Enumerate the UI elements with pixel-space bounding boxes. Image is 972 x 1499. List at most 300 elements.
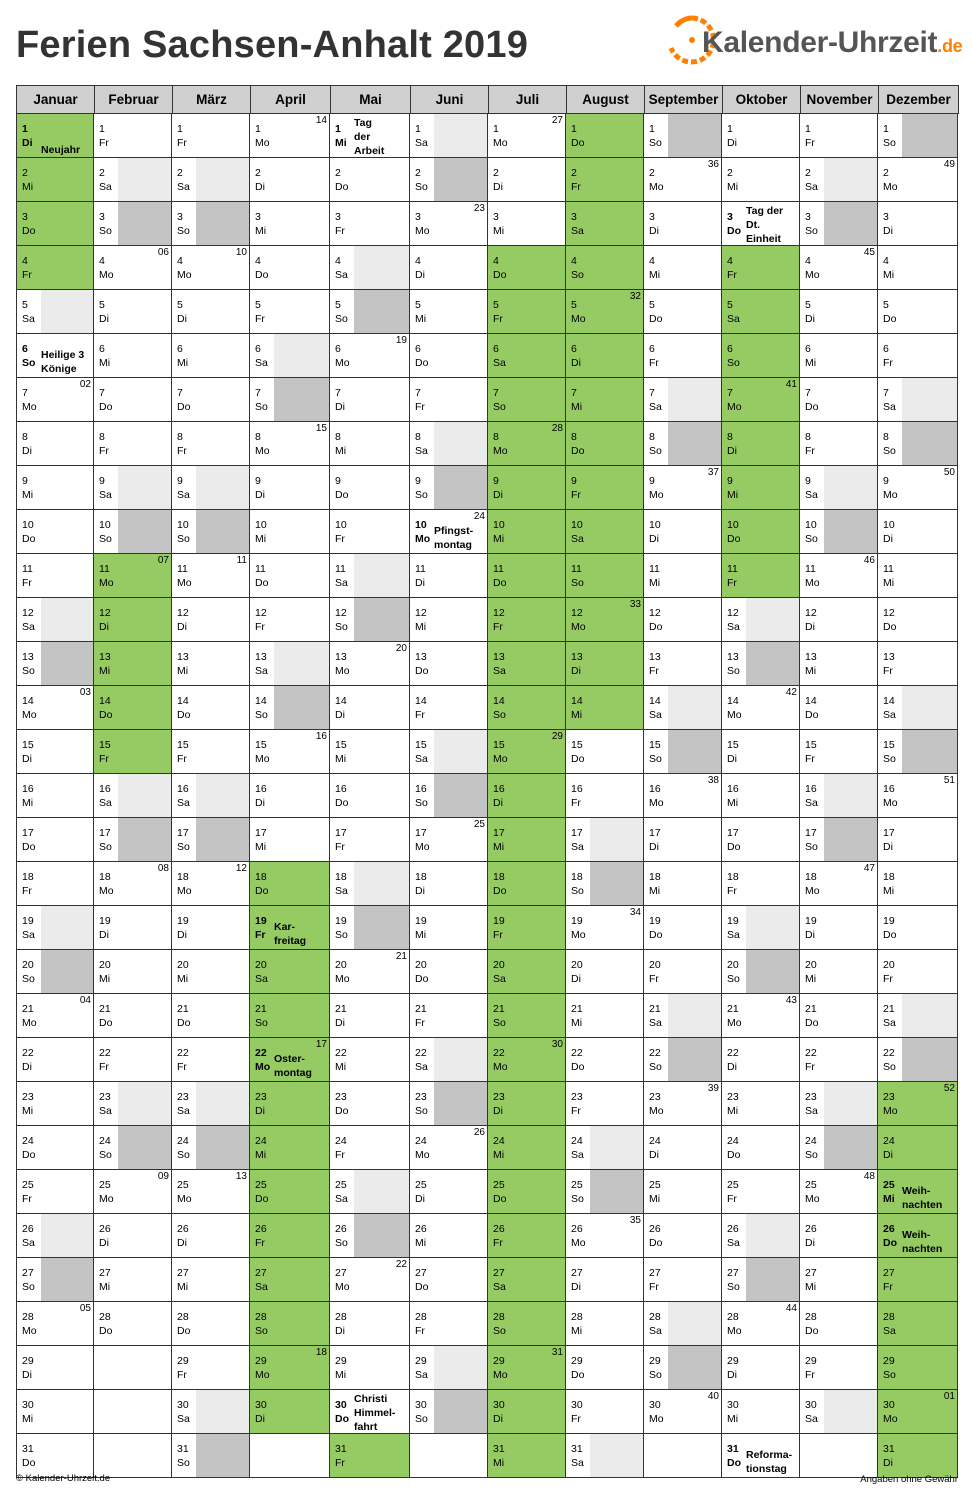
day-cell[interactable] <box>488 1302 566 1346</box>
day-cell[interactable] <box>172 818 250 862</box>
day-cell[interactable] <box>250 554 330 598</box>
day-cell[interactable] <box>878 906 958 950</box>
day-cell[interactable] <box>878 114 958 158</box>
day-cell[interactable] <box>878 1390 958 1434</box>
day-cell[interactable] <box>172 774 250 818</box>
day-cell[interactable] <box>644 290 722 334</box>
day-cell[interactable] <box>172 1038 250 1082</box>
day-cell[interactable] <box>488 1390 566 1434</box>
day-cell[interactable] <box>410 114 488 158</box>
day-cell[interactable] <box>722 818 800 862</box>
day-cell[interactable] <box>94 994 172 1038</box>
day-cell[interactable] <box>644 1170 722 1214</box>
day-cell[interactable] <box>800 1214 878 1258</box>
day-cell[interactable] <box>172 598 250 642</box>
day-cell[interactable] <box>488 1258 566 1302</box>
day-cell[interactable] <box>330 1258 410 1302</box>
day-cell[interactable] <box>488 862 566 906</box>
day-cell[interactable] <box>16 730 94 774</box>
day-cell[interactable] <box>16 158 94 202</box>
day-cell[interactable] <box>330 202 410 246</box>
day-cell[interactable] <box>566 774 644 818</box>
day-cell[interactable] <box>566 378 644 422</box>
day-cell[interactable] <box>722 1038 800 1082</box>
day-cell[interactable] <box>878 510 958 554</box>
day-cell[interactable] <box>94 950 172 994</box>
day-cell[interactable] <box>566 114 644 158</box>
day-cell[interactable] <box>172 334 250 378</box>
day-cell[interactable] <box>878 950 958 994</box>
day-cell[interactable] <box>722 1346 800 1390</box>
day-cell[interactable] <box>410 862 488 906</box>
day-cell[interactable] <box>250 1082 330 1126</box>
day-cell[interactable] <box>330 466 410 510</box>
day-cell[interactable] <box>488 994 566 1038</box>
day-cell[interactable] <box>250 1302 330 1346</box>
day-cell[interactable] <box>94 378 172 422</box>
day-cell[interactable] <box>172 510 250 554</box>
day-cell[interactable] <box>800 906 878 950</box>
day-cell[interactable] <box>488 158 566 202</box>
day-cell[interactable] <box>566 1258 644 1302</box>
day-cell[interactable] <box>94 510 172 554</box>
day-cell[interactable] <box>330 1126 410 1170</box>
day-cell[interactable] <box>878 202 958 246</box>
day-cell[interactable] <box>16 950 94 994</box>
day-cell[interactable] <box>566 1346 644 1390</box>
day-cell[interactable] <box>488 334 566 378</box>
day-cell[interactable] <box>488 202 566 246</box>
day-cell[interactable] <box>800 818 878 862</box>
day-cell[interactable] <box>410 818 488 862</box>
day-cell[interactable] <box>16 994 94 1038</box>
day-cell[interactable] <box>644 1214 722 1258</box>
day-cell[interactable] <box>722 686 800 730</box>
day-cell[interactable] <box>16 114 94 158</box>
day-cell[interactable] <box>16 246 94 290</box>
day-cell[interactable] <box>330 510 410 554</box>
day-cell[interactable] <box>800 510 878 554</box>
day-cell[interactable] <box>94 1390 172 1434</box>
day-cell[interactable] <box>722 290 800 334</box>
day-cell[interactable] <box>644 1390 722 1434</box>
day-cell[interactable] <box>488 1214 566 1258</box>
day-cell[interactable] <box>330 862 410 906</box>
day-cell[interactable] <box>800 202 878 246</box>
day-cell[interactable] <box>566 1390 644 1434</box>
day-cell[interactable] <box>566 246 644 290</box>
day-cell[interactable] <box>488 114 566 158</box>
day-cell[interactable] <box>800 1258 878 1302</box>
day-cell[interactable] <box>878 1258 958 1302</box>
day-cell[interactable] <box>566 510 644 554</box>
day-cell[interactable] <box>488 510 566 554</box>
day-cell[interactable] <box>410 774 488 818</box>
day-cell[interactable] <box>488 1038 566 1082</box>
day-cell[interactable] <box>330 1214 410 1258</box>
day-cell[interactable] <box>488 290 566 334</box>
day-cell[interactable] <box>800 378 878 422</box>
day-cell[interactable] <box>800 422 878 466</box>
day-cell[interactable] <box>566 158 644 202</box>
day-cell[interactable] <box>16 422 94 466</box>
day-cell[interactable] <box>330 1390 410 1434</box>
day-cell[interactable] <box>488 686 566 730</box>
day-cell[interactable] <box>878 1302 958 1346</box>
day-cell[interactable] <box>250 1126 330 1170</box>
day-cell[interactable] <box>878 730 958 774</box>
day-cell[interactable] <box>800 730 878 774</box>
day-cell[interactable] <box>878 466 958 510</box>
day-cell[interactable] <box>172 1214 250 1258</box>
day-cell[interactable] <box>410 510 488 554</box>
day-cell[interactable] <box>94 818 172 862</box>
day-cell[interactable] <box>722 554 800 598</box>
day-cell[interactable] <box>94 862 172 906</box>
day-cell[interactable] <box>878 862 958 906</box>
day-cell[interactable] <box>488 378 566 422</box>
day-cell[interactable] <box>722 730 800 774</box>
day-cell[interactable] <box>566 598 644 642</box>
day-cell[interactable] <box>878 1126 958 1170</box>
day-cell[interactable] <box>878 422 958 466</box>
day-cell[interactable] <box>722 334 800 378</box>
day-cell[interactable] <box>172 158 250 202</box>
day-cell[interactable] <box>172 378 250 422</box>
day-cell[interactable] <box>800 290 878 334</box>
day-cell[interactable] <box>250 1434 330 1478</box>
day-cell[interactable] <box>16 510 94 554</box>
day-cell[interactable] <box>16 862 94 906</box>
day-cell[interactable] <box>16 1302 94 1346</box>
day-cell[interactable] <box>878 246 958 290</box>
day-cell[interactable] <box>488 906 566 950</box>
day-cell[interactable] <box>800 686 878 730</box>
day-cell[interactable] <box>644 114 722 158</box>
day-cell[interactable] <box>410 158 488 202</box>
day-cell[interactable] <box>330 378 410 422</box>
day-cell[interactable] <box>722 862 800 906</box>
day-cell[interactable] <box>644 1258 722 1302</box>
day-cell[interactable] <box>172 686 250 730</box>
day-cell[interactable] <box>94 1346 172 1390</box>
day-cell[interactable] <box>800 1170 878 1214</box>
day-cell[interactable] <box>172 906 250 950</box>
day-cell[interactable] <box>878 378 958 422</box>
day-cell[interactable] <box>250 598 330 642</box>
day-cell[interactable] <box>250 510 330 554</box>
day-cell[interactable] <box>644 642 722 686</box>
day-cell[interactable] <box>644 1434 722 1478</box>
day-cell[interactable] <box>566 642 644 686</box>
day-cell[interactable] <box>172 994 250 1038</box>
day-cell[interactable] <box>644 158 722 202</box>
day-cell[interactable] <box>722 1170 800 1214</box>
day-cell[interactable] <box>410 1038 488 1082</box>
day-cell[interactable] <box>410 906 488 950</box>
day-cell[interactable] <box>250 950 330 994</box>
day-cell[interactable] <box>250 1390 330 1434</box>
day-cell[interactable] <box>566 1126 644 1170</box>
day-cell[interactable] <box>172 290 250 334</box>
day-cell[interactable] <box>94 1170 172 1214</box>
day-cell[interactable] <box>722 1302 800 1346</box>
day-cell[interactable] <box>800 158 878 202</box>
day-cell[interactable] <box>566 422 644 466</box>
day-cell[interactable] <box>94 1258 172 1302</box>
day-cell[interactable] <box>250 202 330 246</box>
day-cell[interactable] <box>722 1082 800 1126</box>
day-cell[interactable] <box>410 1082 488 1126</box>
day-cell[interactable] <box>410 1302 488 1346</box>
day-cell[interactable] <box>410 422 488 466</box>
day-cell[interactable] <box>566 1434 644 1478</box>
day-cell[interactable] <box>410 994 488 1038</box>
day-cell[interactable] <box>94 1302 172 1346</box>
day-cell[interactable] <box>878 1038 958 1082</box>
day-cell[interactable] <box>410 246 488 290</box>
day-cell[interactable] <box>94 554 172 598</box>
day-cell[interactable] <box>250 818 330 862</box>
day-cell[interactable] <box>878 818 958 862</box>
day-cell[interactable] <box>330 114 410 158</box>
day-cell[interactable] <box>488 1434 566 1478</box>
day-cell[interactable] <box>250 114 330 158</box>
day-cell[interactable] <box>330 730 410 774</box>
day-cell[interactable] <box>644 422 722 466</box>
day-cell[interactable] <box>16 642 94 686</box>
day-cell[interactable] <box>16 334 94 378</box>
day-cell[interactable] <box>488 466 566 510</box>
day-cell[interactable] <box>644 730 722 774</box>
day-cell[interactable] <box>566 1038 644 1082</box>
day-cell[interactable] <box>800 1126 878 1170</box>
day-cell[interactable] <box>878 598 958 642</box>
day-cell[interactable] <box>410 334 488 378</box>
day-cell[interactable] <box>172 246 250 290</box>
day-cell[interactable] <box>488 1082 566 1126</box>
day-cell[interactable] <box>488 554 566 598</box>
day-cell[interactable] <box>172 1302 250 1346</box>
day-cell[interactable] <box>644 950 722 994</box>
day-cell[interactable] <box>722 114 800 158</box>
day-cell[interactable] <box>878 158 958 202</box>
day-cell[interactable] <box>330 290 410 334</box>
day-cell[interactable] <box>16 290 94 334</box>
day-cell[interactable] <box>410 1126 488 1170</box>
day-cell[interactable] <box>16 818 94 862</box>
day-cell[interactable] <box>172 1126 250 1170</box>
day-cell[interactable] <box>250 642 330 686</box>
day-cell[interactable] <box>800 1082 878 1126</box>
day-cell[interactable] <box>410 1170 488 1214</box>
day-cell[interactable] <box>722 950 800 994</box>
day-cell[interactable] <box>800 774 878 818</box>
day-cell[interactable] <box>330 1038 410 1082</box>
day-cell[interactable] <box>800 334 878 378</box>
day-cell[interactable] <box>250 158 330 202</box>
day-cell[interactable] <box>16 774 94 818</box>
day-cell[interactable] <box>172 466 250 510</box>
day-cell[interactable] <box>722 1434 800 1478</box>
day-cell[interactable] <box>250 378 330 422</box>
day-cell[interactable] <box>800 114 878 158</box>
day-cell[interactable] <box>644 774 722 818</box>
day-cell[interactable] <box>410 1390 488 1434</box>
day-cell[interactable] <box>644 906 722 950</box>
day-cell[interactable] <box>172 114 250 158</box>
day-cell[interactable] <box>330 994 410 1038</box>
day-cell[interactable] <box>94 1214 172 1258</box>
day-cell[interactable] <box>878 290 958 334</box>
day-cell[interactable] <box>172 862 250 906</box>
day-cell[interactable] <box>16 686 94 730</box>
day-cell[interactable] <box>172 422 250 466</box>
day-cell[interactable] <box>172 642 250 686</box>
day-cell[interactable] <box>644 862 722 906</box>
day-cell[interactable] <box>250 1258 330 1302</box>
day-cell[interactable] <box>722 774 800 818</box>
day-cell[interactable] <box>16 378 94 422</box>
day-cell[interactable] <box>878 1434 958 1478</box>
day-cell[interactable] <box>172 202 250 246</box>
day-cell[interactable] <box>16 1038 94 1082</box>
day-cell[interactable] <box>410 202 488 246</box>
day-cell[interactable] <box>722 246 800 290</box>
day-cell[interactable] <box>800 1038 878 1082</box>
day-cell[interactable] <box>410 686 488 730</box>
day-cell[interactable] <box>488 730 566 774</box>
day-cell[interactable] <box>644 1302 722 1346</box>
day-cell[interactable] <box>566 818 644 862</box>
day-cell[interactable] <box>644 510 722 554</box>
day-cell[interactable] <box>330 1302 410 1346</box>
day-cell[interactable] <box>488 422 566 466</box>
day-cell[interactable] <box>410 1258 488 1302</box>
day-cell[interactable] <box>644 598 722 642</box>
day-cell[interactable] <box>878 642 958 686</box>
day-cell[interactable] <box>566 906 644 950</box>
day-cell[interactable] <box>566 862 644 906</box>
day-cell[interactable] <box>94 202 172 246</box>
day-cell[interactable] <box>722 994 800 1038</box>
day-cell[interactable] <box>16 466 94 510</box>
day-cell[interactable] <box>800 246 878 290</box>
day-cell[interactable] <box>94 334 172 378</box>
day-cell[interactable] <box>566 202 644 246</box>
day-cell[interactable] <box>94 686 172 730</box>
day-cell[interactable] <box>644 686 722 730</box>
day-cell[interactable] <box>644 554 722 598</box>
day-cell[interactable] <box>330 246 410 290</box>
day-cell[interactable] <box>566 466 644 510</box>
day-cell[interactable] <box>250 1346 330 1390</box>
day-cell[interactable] <box>250 994 330 1038</box>
day-cell[interactable] <box>722 906 800 950</box>
day-cell[interactable] <box>172 1390 250 1434</box>
day-cell[interactable] <box>722 642 800 686</box>
day-cell[interactable] <box>16 1434 94 1478</box>
day-cell[interactable] <box>644 378 722 422</box>
day-cell[interactable] <box>16 906 94 950</box>
logo[interactable] <box>662 8 962 78</box>
day-cell[interactable] <box>488 598 566 642</box>
day-cell[interactable] <box>722 202 800 246</box>
day-cell[interactable] <box>644 1346 722 1390</box>
day-cell[interactable] <box>250 906 330 950</box>
day-cell[interactable] <box>800 598 878 642</box>
day-cell[interactable] <box>410 950 488 994</box>
day-cell[interactable] <box>878 1214 958 1258</box>
day-cell[interactable] <box>250 1214 330 1258</box>
day-cell[interactable] <box>172 1082 250 1126</box>
day-cell[interactable] <box>94 290 172 334</box>
day-cell[interactable] <box>644 334 722 378</box>
day-cell[interactable] <box>94 1082 172 1126</box>
day-cell[interactable] <box>878 686 958 730</box>
day-cell[interactable] <box>330 158 410 202</box>
day-cell[interactable] <box>800 1302 878 1346</box>
day-cell[interactable] <box>566 730 644 774</box>
day-cell[interactable] <box>94 906 172 950</box>
day-cell[interactable] <box>172 950 250 994</box>
day-cell[interactable] <box>644 818 722 862</box>
day-cell[interactable] <box>722 466 800 510</box>
day-cell[interactable] <box>172 1346 250 1390</box>
day-cell[interactable] <box>722 378 800 422</box>
day-cell[interactable] <box>800 466 878 510</box>
day-cell[interactable] <box>94 246 172 290</box>
day-cell[interactable] <box>330 774 410 818</box>
day-cell[interactable] <box>250 1170 330 1214</box>
day-cell[interactable] <box>410 290 488 334</box>
day-cell[interactable] <box>410 730 488 774</box>
day-cell[interactable] <box>410 1214 488 1258</box>
day-cell[interactable] <box>172 554 250 598</box>
day-cell[interactable] <box>250 862 330 906</box>
day-cell[interactable] <box>878 554 958 598</box>
day-cell[interactable] <box>94 1126 172 1170</box>
day-cell[interactable] <box>16 554 94 598</box>
day-cell[interactable] <box>878 774 958 818</box>
day-cell[interactable] <box>94 774 172 818</box>
day-cell[interactable] <box>172 1170 250 1214</box>
day-cell[interactable] <box>878 334 958 378</box>
day-cell[interactable] <box>410 1434 488 1478</box>
day-cell[interactable] <box>488 1170 566 1214</box>
day-cell[interactable] <box>800 862 878 906</box>
day-cell[interactable] <box>94 598 172 642</box>
day-cell[interactable] <box>410 598 488 642</box>
day-cell[interactable] <box>410 554 488 598</box>
day-cell[interactable] <box>566 686 644 730</box>
day-cell[interactable] <box>172 1258 250 1302</box>
day-cell[interactable] <box>172 1434 250 1478</box>
day-cell[interactable] <box>172 730 250 774</box>
day-cell[interactable] <box>644 1126 722 1170</box>
day-cell[interactable] <box>330 642 410 686</box>
day-cell[interactable] <box>250 466 330 510</box>
day-cell[interactable] <box>16 1214 94 1258</box>
day-cell[interactable] <box>878 994 958 1038</box>
day-cell[interactable] <box>800 950 878 994</box>
day-cell[interactable] <box>488 1346 566 1390</box>
day-cell[interactable] <box>878 1082 958 1126</box>
day-cell[interactable] <box>722 510 800 554</box>
day-cell[interactable] <box>800 1346 878 1390</box>
day-cell[interactable] <box>800 554 878 598</box>
day-cell[interactable] <box>566 950 644 994</box>
